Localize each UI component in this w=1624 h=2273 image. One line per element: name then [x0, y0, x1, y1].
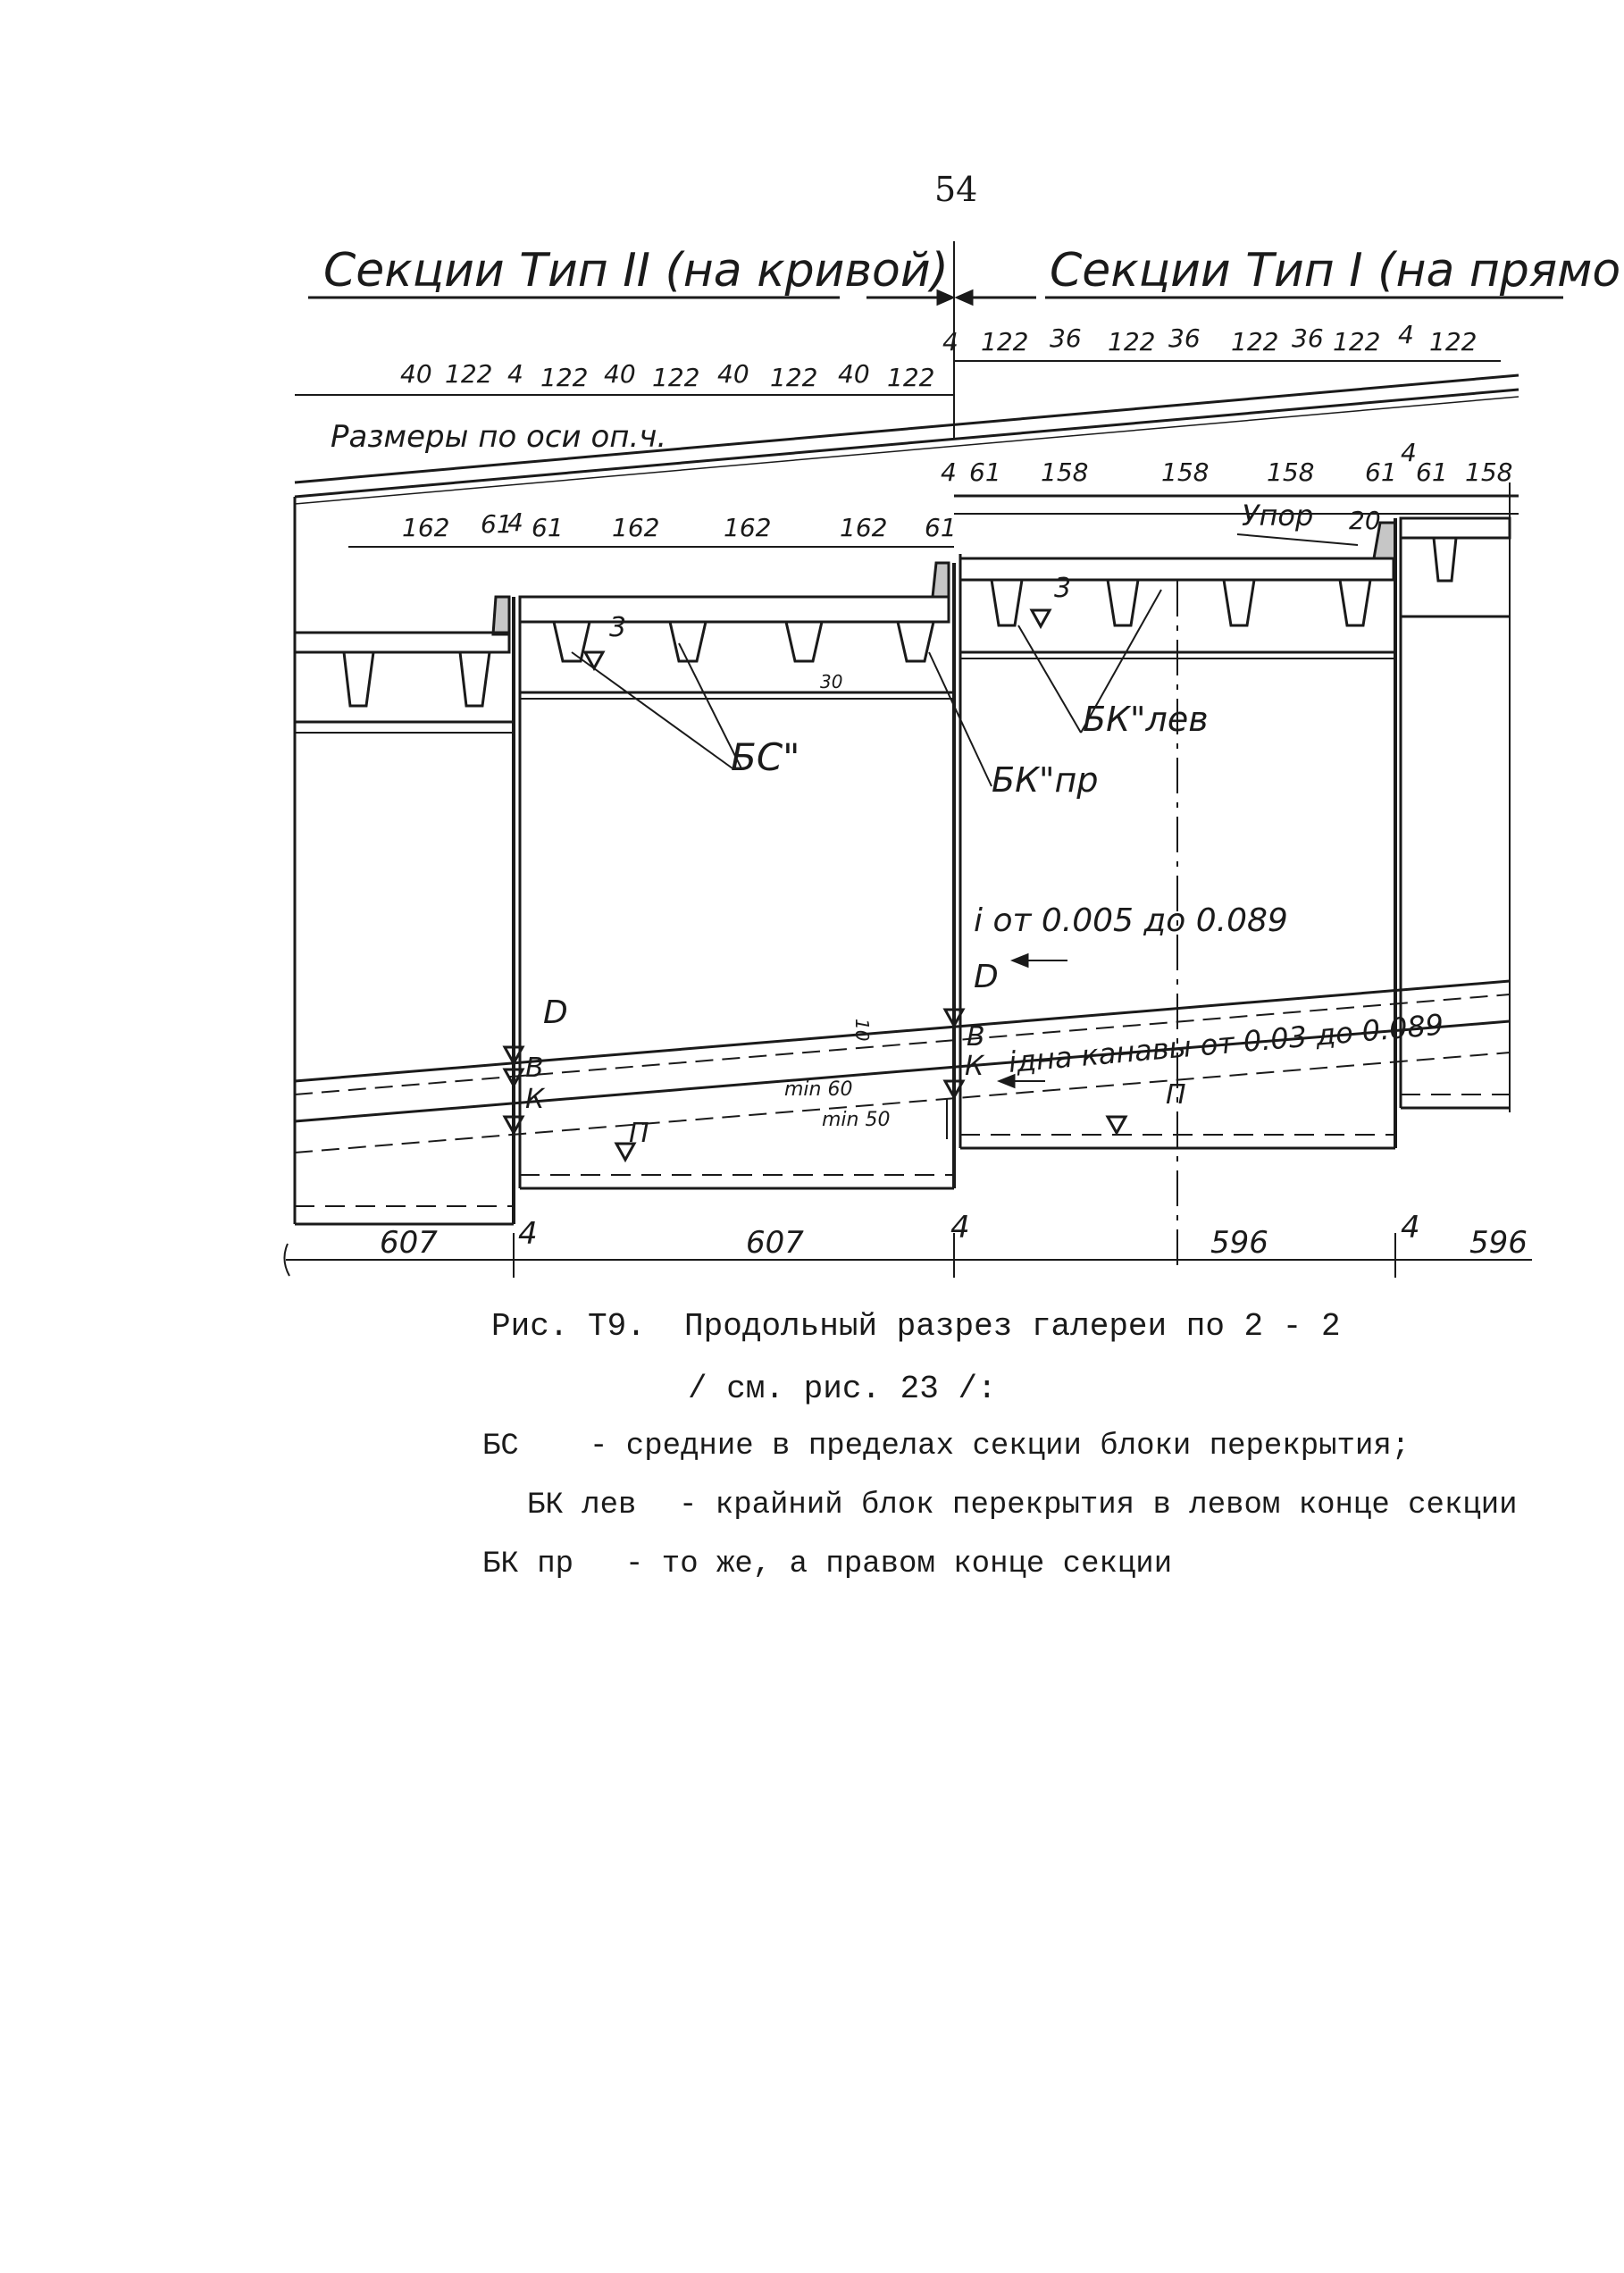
mid-dim-right-3: 158 [1161, 457, 1210, 487]
top-dim-left-1: 122 [445, 359, 493, 389]
legend-term: БС [482, 1430, 519, 1464]
top-dim-right-2: 36 [1050, 323, 1082, 353]
legend-row [482, 1430, 1617, 1489]
top-dim-right-4: 36 [1168, 323, 1201, 353]
mid-dim-right-5: 61 [1365, 457, 1397, 487]
legend-row [482, 1547, 1617, 1606]
top-dim-right-5: 122 [1231, 327, 1279, 356]
legend-definition: - крайний блок перекрытия в левом конце секции [679, 1489, 1518, 1522]
top-dim-right-0: 4 [942, 327, 958, 356]
top-dim-left-9: 122 [887, 363, 935, 392]
top-dim-right-9: 122 [1429, 327, 1478, 356]
top-dim-left-0: 40 [400, 359, 432, 389]
top-dim-left-6: 40 [717, 359, 749, 389]
bottom-dim-5: 4 [1401, 1210, 1420, 1246]
page-number: 54 [934, 170, 978, 209]
mid-dim-left-6: 162 [840, 513, 888, 542]
legend-term: БК лев [527, 1489, 637, 1522]
axis-note: Размеры по оси оп.ч. [331, 419, 667, 455]
level-k-right: К [965, 1051, 984, 1082]
top-dim-right-1: 122 [981, 327, 1029, 356]
bottom-dim-3: 4 [950, 1210, 970, 1246]
mid-dim-left-2: 4 [507, 507, 523, 537]
legend-term: БК пр [482, 1547, 574, 1581]
bottom-dim-2: 607 [746, 1225, 804, 1261]
mid-dim-right-6: 4 [1401, 438, 1417, 467]
mid-dim-left-4: 162 [612, 513, 660, 542]
stop-dim: 20 [1349, 506, 1381, 535]
top-dim-right-8: 4 [1398, 320, 1414, 349]
level-b-left: В [525, 1053, 544, 1084]
level-p-right: П [1166, 1079, 1186, 1111]
top-dim-left-7: 122 [770, 363, 818, 392]
mid-dim-left-7: 61 [925, 513, 957, 542]
level-d-left: D [543, 994, 568, 1031]
left-section-title: Секции Тип II (на кривой) [323, 244, 949, 298]
mid-dim-left-5: 162 [724, 513, 772, 542]
mid-dim-left-1: 61 [481, 509, 513, 539]
legend-row [482, 1489, 1617, 1547]
mid-dims-left [402, 507, 957, 542]
bottom-dim-0: 607 [380, 1225, 438, 1261]
legend-definition: - средние в пределах секции блоки перекрытия; [590, 1430, 1411, 1464]
top-dim-left-5: 122 [652, 363, 700, 392]
top-dim-left-3: 122 [540, 363, 589, 392]
mark-z-left: 3 [609, 612, 627, 643]
legend [482, 1430, 1617, 1606]
top-dim-right-6: 36 [1292, 323, 1324, 353]
block-bk-right-label: БК"пр [992, 760, 1099, 800]
block-bk-left-label: БК"лев [1083, 700, 1209, 739]
top-dims-left [400, 359, 934, 392]
legend-definition: - то же, а правом конце секции [625, 1547, 1173, 1581]
top-dim-left-8: 40 [838, 359, 870, 389]
bottom-dim-4: 596 [1210, 1225, 1268, 1261]
figure-caption: Рис. Т9. Продольный разрез галереи по 2 - 2 [491, 1308, 1341, 1345]
figure-caption-reference: / см. рис. 23 /: [688, 1371, 997, 1407]
dim-10-label: 10 [851, 1019, 873, 1042]
level-b-right: В [967, 1021, 985, 1053]
min60-label: min 60 [784, 1078, 853, 1101]
top-dim-right-7: 122 [1333, 327, 1381, 356]
mid-dims-right [941, 438, 1512, 487]
level-p-left: П [629, 1118, 649, 1149]
mid-dim-right-1: 61 [969, 457, 1001, 487]
mid-dim-right-0: 4 [941, 457, 957, 487]
min50-label: min 50 [822, 1109, 891, 1131]
stop-label: Упор [1242, 499, 1314, 533]
bottom-dim-6: 596 [1469, 1225, 1528, 1261]
level-k-left: К [525, 1084, 545, 1115]
mark-30: 30 [820, 671, 843, 692]
slope-text: i от 0.005 до 0.089 [974, 902, 1288, 939]
mid-dim-right-4: 158 [1267, 457, 1315, 487]
ditch-text: iдна канавы от 0.03 до 0.089 [1007, 1007, 1445, 1079]
block-bs-label: БС" [731, 735, 800, 779]
level-d-right: D [974, 959, 999, 995]
right-section-title: Секции Тип I (на прямо [1050, 244, 1621, 298]
mid-dim-right-8: 158 [1465, 457, 1513, 487]
top-dim-left-4: 40 [604, 359, 636, 389]
mid-dim-left-0: 162 [402, 513, 450, 542]
mark-z-right: 3 [1054, 573, 1072, 604]
mid-dim-right-7: 61 [1416, 457, 1448, 487]
mid-dim-right-2: 158 [1041, 457, 1089, 487]
mid-dim-left-3: 61 [532, 513, 564, 542]
top-dim-left-2: 4 [507, 359, 523, 389]
bottom-dim-1: 4 [518, 1216, 538, 1252]
top-dims-right [942, 320, 1477, 356]
top-dim-right-3: 122 [1108, 327, 1156, 356]
